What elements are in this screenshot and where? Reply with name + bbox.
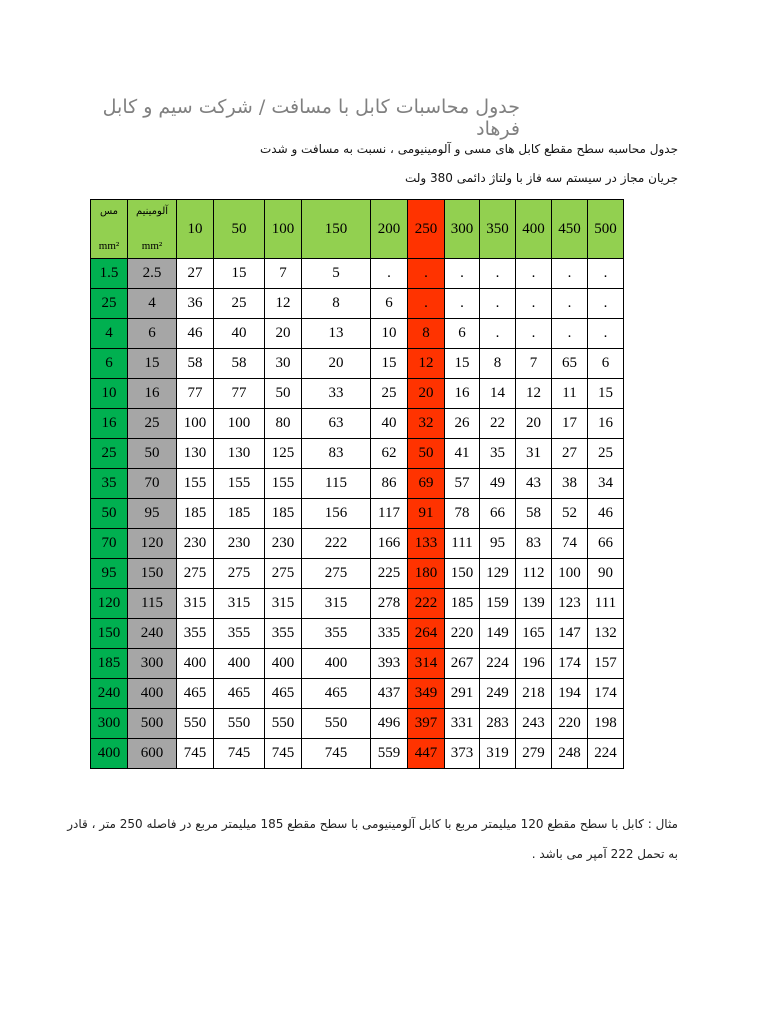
current-value-cell: . bbox=[552, 259, 588, 289]
current-value-cell: . bbox=[516, 259, 552, 289]
current-value-cell: 331 bbox=[445, 709, 480, 739]
current-value-cell: 196 bbox=[516, 649, 552, 679]
current-value-cell: 465 bbox=[214, 679, 265, 709]
current-value-cell: 185 bbox=[177, 499, 214, 529]
distance-header: 400 bbox=[516, 200, 552, 259]
aluminum-size-cell: 50 bbox=[128, 439, 177, 469]
distance-header: 450 bbox=[552, 200, 588, 259]
current-value-cell: 115 bbox=[302, 469, 371, 499]
current-value-cell: 279 bbox=[516, 739, 552, 769]
current-value-cell: 355 bbox=[177, 619, 214, 649]
current-value-cell: 400 bbox=[214, 649, 265, 679]
current-value-cell: 147 bbox=[552, 619, 588, 649]
current-value-cell: 198 bbox=[588, 709, 624, 739]
current-value-cell: 62 bbox=[371, 439, 408, 469]
current-value-cell: 496 bbox=[371, 709, 408, 739]
aluminum-header bbox=[128, 200, 177, 259]
table-row bbox=[91, 559, 624, 589]
aluminum-size-cell: 95 bbox=[128, 499, 177, 529]
current-value-cell: 465 bbox=[265, 679, 302, 709]
current-value-cell: 156 bbox=[302, 499, 371, 529]
current-value-cell: 26 bbox=[445, 409, 480, 439]
current-value-cell: 7 bbox=[516, 349, 552, 379]
current-value-cell: 155 bbox=[177, 469, 214, 499]
current-value-cell: 222 bbox=[302, 529, 371, 559]
current-value-cell: 15 bbox=[588, 379, 624, 409]
distance-header: 10 bbox=[177, 200, 214, 259]
current-value-cell: . bbox=[588, 319, 624, 349]
aluminum-header-label: آلومینیم bbox=[135, 206, 169, 217]
current-value-cell: 80 bbox=[265, 409, 302, 439]
copper-size-cell: 6 bbox=[91, 349, 128, 379]
current-value-cell: 8 bbox=[480, 349, 516, 379]
current-value-cell: 550 bbox=[214, 709, 265, 739]
aluminum-size-cell: 16 bbox=[128, 379, 177, 409]
current-value-cell: 224 bbox=[480, 649, 516, 679]
current-value-cell: 63 bbox=[302, 409, 371, 439]
current-value-cell: 275 bbox=[302, 559, 371, 589]
copper-size-cell: 16 bbox=[91, 409, 128, 439]
current-value-cell: . bbox=[371, 259, 408, 289]
current-value-cell: 278 bbox=[371, 589, 408, 619]
current-value-cell: 185 bbox=[265, 499, 302, 529]
current-value-cell: . bbox=[445, 289, 480, 319]
current-value-cell: . bbox=[480, 289, 516, 319]
table-row bbox=[91, 319, 624, 349]
current-value-cell: 335 bbox=[371, 619, 408, 649]
current-value-cell: 275 bbox=[177, 559, 214, 589]
current-value-cell: . bbox=[516, 319, 552, 349]
current-value-cell: 16 bbox=[445, 379, 480, 409]
current-value-cell: 66 bbox=[588, 529, 624, 559]
current-value-cell: 8 bbox=[302, 289, 371, 319]
copper-size-cell: 400 bbox=[91, 739, 128, 769]
aluminum-size-cell: 600 bbox=[128, 739, 177, 769]
current-value-cell: . bbox=[588, 259, 624, 289]
current-value-cell: 50 bbox=[265, 379, 302, 409]
current-value-cell: 243 bbox=[516, 709, 552, 739]
current-value-cell: 465 bbox=[302, 679, 371, 709]
current-value-cell: 393 bbox=[371, 649, 408, 679]
current-value-cell: 20 bbox=[516, 409, 552, 439]
current-value-cell: 58 bbox=[516, 499, 552, 529]
current-value-cell: 139 bbox=[516, 589, 552, 619]
current-value-cell: 86 bbox=[371, 469, 408, 499]
current-value-cell: 194 bbox=[552, 679, 588, 709]
current-value-cell: 10 bbox=[371, 319, 408, 349]
current-value-cell: . bbox=[516, 289, 552, 319]
aluminum-size-cell: 240 bbox=[128, 619, 177, 649]
aluminum-size-cell: 2.5 bbox=[128, 259, 177, 289]
subtitle-line-1: جدول محاسبه سطح مقطع کابل های مسی و آلومینیومی ، نسبت به مسافت و شدت bbox=[259, 142, 678, 156]
current-value-cell: 349 bbox=[408, 679, 445, 709]
table-row bbox=[91, 289, 624, 319]
current-value-cell: . bbox=[445, 259, 480, 289]
table-row bbox=[91, 589, 624, 619]
copper-size-cell: 300 bbox=[91, 709, 128, 739]
current-value-cell: 78 bbox=[445, 499, 480, 529]
current-value-cell: 77 bbox=[177, 379, 214, 409]
current-value-cell: 230 bbox=[177, 529, 214, 559]
table-row bbox=[91, 349, 624, 379]
distance-header: 50 bbox=[214, 200, 265, 259]
current-value-cell: 12 bbox=[516, 379, 552, 409]
current-value-cell: 20 bbox=[302, 349, 371, 379]
current-value-cell: 13 bbox=[302, 319, 371, 349]
current-value-cell: 447 bbox=[408, 739, 445, 769]
copper-size-cell: 185 bbox=[91, 649, 128, 679]
current-value-cell: 52 bbox=[552, 499, 588, 529]
current-value-cell: 248 bbox=[552, 739, 588, 769]
current-value-cell: 283 bbox=[480, 709, 516, 739]
current-value-cell: 17 bbox=[552, 409, 588, 439]
copper-header bbox=[91, 200, 128, 259]
current-value-cell: 7 bbox=[265, 259, 302, 289]
distance-header: 150 bbox=[302, 200, 371, 259]
current-value-cell: 20 bbox=[408, 379, 445, 409]
aluminum-size-cell: 25 bbox=[128, 409, 177, 439]
copper-header-label: مس bbox=[99, 206, 119, 217]
table-row bbox=[91, 259, 624, 289]
copper-size-cell: 240 bbox=[91, 679, 128, 709]
current-value-cell: 397 bbox=[408, 709, 445, 739]
current-value-cell: 224 bbox=[588, 739, 624, 769]
table-row bbox=[91, 649, 624, 679]
table-row bbox=[91, 439, 624, 469]
current-value-cell: 12 bbox=[265, 289, 302, 319]
current-value-cell: 185 bbox=[214, 499, 265, 529]
current-value-cell: 437 bbox=[371, 679, 408, 709]
current-value-cell: 267 bbox=[445, 649, 480, 679]
table-row bbox=[91, 409, 624, 439]
current-value-cell: 58 bbox=[177, 349, 214, 379]
current-value-cell: 220 bbox=[445, 619, 480, 649]
current-value-cell: 111 bbox=[445, 529, 480, 559]
table-row bbox=[91, 469, 624, 499]
current-value-cell: 12 bbox=[408, 349, 445, 379]
current-value-cell: 57 bbox=[445, 469, 480, 499]
current-value-cell: 319 bbox=[480, 739, 516, 769]
current-value-cell: 123 bbox=[552, 589, 588, 619]
current-value-cell: 130 bbox=[177, 439, 214, 469]
current-value-cell: 100 bbox=[552, 559, 588, 589]
aluminum-size-cell: 115 bbox=[128, 589, 177, 619]
current-value-cell: 155 bbox=[265, 469, 302, 499]
current-value-cell: 83 bbox=[302, 439, 371, 469]
current-value-cell: 33 bbox=[302, 379, 371, 409]
current-value-cell: 180 bbox=[408, 559, 445, 589]
current-value-cell: 400 bbox=[265, 649, 302, 679]
current-value-cell: . bbox=[552, 319, 588, 349]
distance-header: 200 bbox=[371, 200, 408, 259]
current-value-cell: 230 bbox=[214, 529, 265, 559]
current-value-cell: 16 bbox=[588, 409, 624, 439]
subtitle-line-2: جریان مجاز در سیستم سه فاز با ولتاژ دائمی 380 ولت bbox=[404, 171, 678, 185]
aluminum-size-cell: 300 bbox=[128, 649, 177, 679]
current-value-cell: 20 bbox=[265, 319, 302, 349]
current-value-cell: 22 bbox=[480, 409, 516, 439]
current-value-cell: 174 bbox=[552, 649, 588, 679]
copper-size-cell: 150 bbox=[91, 619, 128, 649]
current-value-cell: 11 bbox=[552, 379, 588, 409]
current-value-cell: 32 bbox=[408, 409, 445, 439]
current-value-cell: 41 bbox=[445, 439, 480, 469]
current-value-cell: 8 bbox=[408, 319, 445, 349]
current-value-cell: 30 bbox=[265, 349, 302, 379]
current-value-cell: 185 bbox=[445, 589, 480, 619]
current-value-cell: 25 bbox=[371, 379, 408, 409]
copper-size-cell: 25 bbox=[91, 439, 128, 469]
current-value-cell: 31 bbox=[516, 439, 552, 469]
current-value-cell: 65 bbox=[552, 349, 588, 379]
current-value-cell: 400 bbox=[177, 649, 214, 679]
distance-header: 500 bbox=[588, 200, 624, 259]
current-value-cell: 77 bbox=[214, 379, 265, 409]
copper-size-cell: 35 bbox=[91, 469, 128, 499]
distance-header: 250 bbox=[408, 200, 445, 259]
current-value-cell: 550 bbox=[177, 709, 214, 739]
current-value-cell: 83 bbox=[516, 529, 552, 559]
current-value-cell: 129 bbox=[480, 559, 516, 589]
current-value-cell: 559 bbox=[371, 739, 408, 769]
cable-table bbox=[90, 199, 624, 769]
current-value-cell: 5 bbox=[302, 259, 371, 289]
current-value-cell: 95 bbox=[480, 529, 516, 559]
current-value-cell: 550 bbox=[265, 709, 302, 739]
table-row bbox=[91, 379, 624, 409]
current-value-cell: 550 bbox=[302, 709, 371, 739]
current-value-cell: 35 bbox=[480, 439, 516, 469]
current-value-cell: 25 bbox=[214, 289, 265, 319]
current-value-cell: 133 bbox=[408, 529, 445, 559]
aluminum-size-cell: 6 bbox=[128, 319, 177, 349]
current-value-cell: . bbox=[408, 289, 445, 319]
table-row bbox=[91, 529, 624, 559]
current-value-cell: 40 bbox=[371, 409, 408, 439]
copper-size-cell: 1.5 bbox=[91, 259, 128, 289]
current-value-cell: 132 bbox=[588, 619, 624, 649]
current-value-cell: 15 bbox=[445, 349, 480, 379]
current-value-cell: 745 bbox=[265, 739, 302, 769]
example-note-line-2: به تحمل 222 آمپر می باشد . bbox=[531, 847, 678, 861]
current-value-cell: 50 bbox=[408, 439, 445, 469]
aluminum-size-cell: 500 bbox=[128, 709, 177, 739]
current-value-cell: 74 bbox=[552, 529, 588, 559]
copper-size-cell: 95 bbox=[91, 559, 128, 589]
current-value-cell: 315 bbox=[302, 589, 371, 619]
copper-size-cell: 4 bbox=[91, 319, 128, 349]
current-value-cell: 400 bbox=[302, 649, 371, 679]
current-value-cell: 36 bbox=[177, 289, 214, 319]
current-value-cell: 130 bbox=[214, 439, 265, 469]
current-value-cell: 58 bbox=[214, 349, 265, 379]
current-value-cell: 112 bbox=[516, 559, 552, 589]
current-value-cell: 465 bbox=[177, 679, 214, 709]
current-value-cell: 222 bbox=[408, 589, 445, 619]
current-value-cell: 745 bbox=[214, 739, 265, 769]
table-header-row bbox=[91, 200, 624, 259]
current-value-cell: 373 bbox=[445, 739, 480, 769]
current-value-cell: 34 bbox=[588, 469, 624, 499]
table-row bbox=[91, 499, 624, 529]
current-value-cell: 220 bbox=[552, 709, 588, 739]
current-value-cell: 69 bbox=[408, 469, 445, 499]
current-value-cell: 159 bbox=[480, 589, 516, 619]
current-value-cell: 150 bbox=[445, 559, 480, 589]
aluminum-size-cell: 4 bbox=[128, 289, 177, 319]
current-value-cell: . bbox=[480, 259, 516, 289]
aluminum-header-unit: mm² bbox=[141, 240, 163, 252]
copper-size-cell: 120 bbox=[91, 589, 128, 619]
aluminum-size-cell: 150 bbox=[128, 559, 177, 589]
copper-size-cell: 50 bbox=[91, 499, 128, 529]
current-value-cell: 100 bbox=[214, 409, 265, 439]
current-value-cell: 27 bbox=[552, 439, 588, 469]
current-value-cell: 66 bbox=[480, 499, 516, 529]
aluminum-size-cell: 15 bbox=[128, 349, 177, 379]
current-value-cell: 43 bbox=[516, 469, 552, 499]
distance-header: 100 bbox=[265, 200, 302, 259]
current-value-cell: 745 bbox=[177, 739, 214, 769]
current-value-cell: . bbox=[408, 259, 445, 289]
current-value-cell: 315 bbox=[265, 589, 302, 619]
current-value-cell: 100 bbox=[177, 409, 214, 439]
page-title: جدول محاسبات کابل با مسافت / شرکت سیم و کابل فرهاد bbox=[102, 96, 520, 140]
current-value-cell: 27 bbox=[177, 259, 214, 289]
copper-size-cell: 25 bbox=[91, 289, 128, 319]
current-value-cell: 157 bbox=[588, 649, 624, 679]
aluminum-size-cell: 70 bbox=[128, 469, 177, 499]
current-value-cell: 218 bbox=[516, 679, 552, 709]
current-value-cell: 355 bbox=[214, 619, 265, 649]
table-row bbox=[91, 619, 624, 649]
distance-header: 300 bbox=[445, 200, 480, 259]
distance-header: 350 bbox=[480, 200, 516, 259]
current-value-cell: 15 bbox=[371, 349, 408, 379]
current-value-cell: 314 bbox=[408, 649, 445, 679]
current-value-cell: 155 bbox=[214, 469, 265, 499]
current-value-cell: 38 bbox=[552, 469, 588, 499]
current-value-cell: 355 bbox=[265, 619, 302, 649]
current-value-cell: 6 bbox=[588, 349, 624, 379]
current-value-cell: . bbox=[480, 319, 516, 349]
current-value-cell: 125 bbox=[265, 439, 302, 469]
current-value-cell: 275 bbox=[214, 559, 265, 589]
aluminum-size-cell: 400 bbox=[128, 679, 177, 709]
copper-header-unit: mm² bbox=[98, 240, 120, 252]
current-value-cell: 91 bbox=[408, 499, 445, 529]
current-value-cell: 230 bbox=[265, 529, 302, 559]
current-value-cell: 6 bbox=[371, 289, 408, 319]
current-value-cell: 264 bbox=[408, 619, 445, 649]
current-value-cell: 315 bbox=[214, 589, 265, 619]
current-value-cell: 15 bbox=[214, 259, 265, 289]
current-value-cell: 14 bbox=[480, 379, 516, 409]
current-value-cell: 745 bbox=[302, 739, 371, 769]
current-value-cell: 111 bbox=[588, 589, 624, 619]
current-value-cell: 275 bbox=[265, 559, 302, 589]
current-value-cell: 165 bbox=[516, 619, 552, 649]
table-row bbox=[91, 709, 624, 739]
current-value-cell: 49 bbox=[480, 469, 516, 499]
current-value-cell: 149 bbox=[480, 619, 516, 649]
copper-size-cell: 10 bbox=[91, 379, 128, 409]
current-value-cell: 355 bbox=[302, 619, 371, 649]
current-value-cell: 46 bbox=[588, 499, 624, 529]
current-value-cell: 6 bbox=[445, 319, 480, 349]
current-value-cell: 291 bbox=[445, 679, 480, 709]
aluminum-size-cell: 120 bbox=[128, 529, 177, 559]
current-value-cell: . bbox=[552, 289, 588, 319]
current-value-cell: 249 bbox=[480, 679, 516, 709]
current-value-cell: 174 bbox=[588, 679, 624, 709]
current-value-cell: 46 bbox=[177, 319, 214, 349]
current-value-cell: 166 bbox=[371, 529, 408, 559]
current-value-cell: 117 bbox=[371, 499, 408, 529]
table-row bbox=[91, 679, 624, 709]
current-value-cell: 25 bbox=[588, 439, 624, 469]
current-value-cell: . bbox=[588, 289, 624, 319]
table-row bbox=[91, 739, 624, 769]
current-value-cell: 225 bbox=[371, 559, 408, 589]
example-note-line-1: مثال : کابل با سطح مقطع 120 میلیمتر مربع با کابل آلومینیومی با سطح مقطع 185 میلیمتر مربع در فاصله 250 متر ، قادر bbox=[67, 817, 678, 831]
current-value-cell: 315 bbox=[177, 589, 214, 619]
copper-size-cell: 70 bbox=[91, 529, 128, 559]
current-value-cell: 90 bbox=[588, 559, 624, 589]
current-value-cell: 40 bbox=[214, 319, 265, 349]
